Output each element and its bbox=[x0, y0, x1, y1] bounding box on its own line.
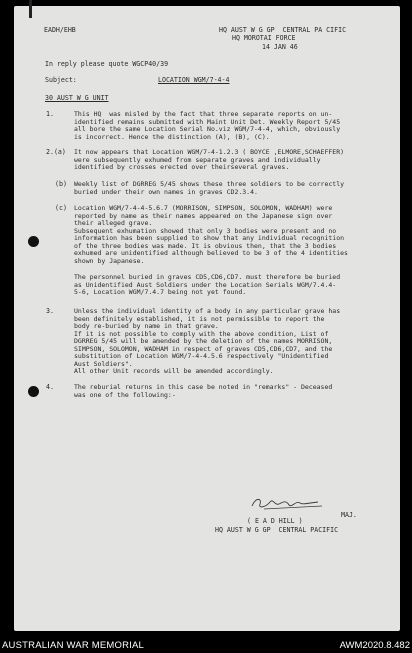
punch-hole-top bbox=[28, 236, 39, 247]
signatory-unit: HQ AUST W G GP CENTRAL PACIFIC bbox=[215, 526, 339, 534]
header-date: 14 JAN 46 bbox=[262, 43, 298, 51]
subject-label: Subject: bbox=[45, 76, 77, 84]
para1-number: 1. bbox=[46, 110, 54, 118]
signatory-rank: MAJ. bbox=[341, 511, 357, 519]
para2c-text: Location WGM/7-4-4-5.6.7 (MORRISON, SIMPSON, SOLOMON, WADHAM) were reported by name as their names appeared on the Japanese sign over their alleged grave. Subsequent exhumation showed that only 3 bodies were present and no information has been supplied to show that any individual recognition of the three bodies was made. It is obvious then, that the 3 bodies exhumed are unidentified although believed to be 3 of the 4 identities shown by Japanese. bbox=[74, 204, 348, 265]
header-org-line1: HQ AUST W G GP CENTRAL PA CIFIC bbox=[219, 26, 347, 34]
para2d-text: The personnel buried in graves CD5,CD6,CD7. must therefore be buried as Unidentified Aust Soldiers under the Location Serials WGM/7.4.4- 5-6, Location WGM/7.4.7 being not yet found. bbox=[74, 273, 341, 297]
para4-number: 4. bbox=[46, 383, 54, 391]
signatory-name: ( E A D HILL ) bbox=[247, 517, 303, 525]
footer-accession-number: AWM2020.8.482 bbox=[339, 640, 410, 651]
para2c-number: (c) bbox=[55, 204, 67, 212]
punch-hole-bottom bbox=[28, 386, 39, 397]
reference-code: EADH/EHB bbox=[44, 26, 76, 34]
header-org-line2: HQ MOROTAI FORCE bbox=[232, 34, 296, 42]
footer-source: AUSTRALIAN WAR MEMORIAL bbox=[2, 640, 145, 651]
para2b-number: (b) bbox=[55, 180, 67, 188]
para4-text: The reburial returns in this case be noted in "remarks" - Deceased was one of the following:- bbox=[74, 383, 333, 399]
addressee: 30 AUST W G UNIT bbox=[45, 94, 109, 102]
para3-text: Unless the individual identity of a body in any particular grave has been definitely established, it is not permissible to report the body re-buried by name in that grave. If it is not possible to comply with the above condition, List of DGRREG 5/45 will be amended by the deletion of the names MORRISON, SIMPSON, SOLOMON, WADHAM in respect of graves CD5,CD6,CD7, and the substitution of Location WGM/7-4-4.5.6 respectively "Unidentified Aust Soldiers". All other Unit records will be amended accordingly. bbox=[74, 307, 341, 376]
para2b-text: Weekly list of DGRREG 5/45 shows these three soldiers to be correctly buried under their own names in graves CD2.3.4. bbox=[74, 180, 345, 196]
para3-number: 3. bbox=[46, 307, 54, 315]
reply-line: In reply please quote WGCP40/39 bbox=[45, 60, 169, 68]
para1-text: This HQ was misled by the fact that three separate reports on un- identified remains submitted with Maint Unit Det. Weekly Report 5/45 all bore the same Location Serial No.viz WGM/7-4-4, which, obviously is incorrect. Hence the distinction (A), (B), (C). bbox=[74, 110, 341, 141]
subject-value: LOCATION WGM/7-4-4 bbox=[158, 76, 230, 84]
para2a-text: It now appears that Location WGM/7-4-1.2.3 ( BOYCE ,ELMORE,SCHAEFFER) were subsequently exhumed from separate graves and individually identified by crosses erected over theirseveral graves. bbox=[74, 148, 345, 172]
handwritten-signature bbox=[248, 494, 328, 514]
staple-mark bbox=[29, 0, 32, 18]
para2a-number: 2.(a) bbox=[46, 148, 66, 156]
